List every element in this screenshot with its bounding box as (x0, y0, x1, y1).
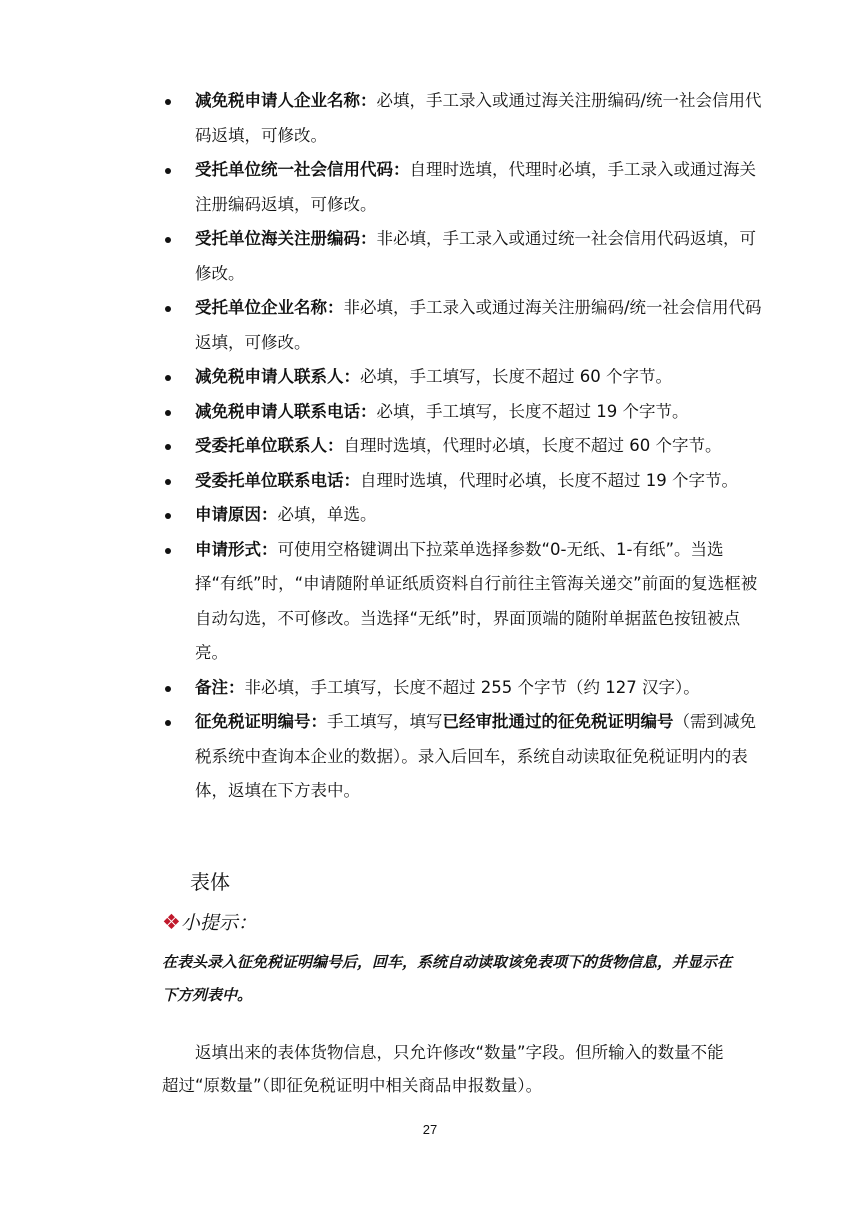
list-item (162, 429, 762, 464)
bullet-icon (165, 168, 171, 174)
field-description: 自理时选填，代理时必填，长度不超过 19 个字节。 (360, 470, 738, 490)
field-description: 必填，手工录入或通过海关注册编码/统一社会信用代码返填，可修改。 (195, 91, 762, 145)
bullet-icon (165, 237, 171, 243)
bullet-icon (165, 306, 171, 312)
tip-label: 小提示： (180, 912, 257, 934)
bullet-icon (165, 513, 171, 519)
list-item (162, 464, 762, 499)
field-description-emphasis: 已经审批通过的征免税证明编号 (442, 712, 674, 731)
field-term: 减免税申请人联系电话： (195, 401, 377, 421)
tip-heading (162, 908, 257, 935)
field-description: 必填，单选。 (277, 505, 377, 524)
field-description: 手工填写，填写 (327, 712, 443, 731)
tip-text: 在表头录入征免税证明编号后，回车，系统自动读取该免表项下的货物信息，并显示在下方列表中。 (162, 953, 733, 1004)
field-term: 受托单位统一社会信用代码： (195, 160, 410, 179)
list-item (162, 395, 762, 430)
field-term: 受托单位企业名称： (195, 298, 344, 317)
page-number: 27 (422, 1122, 438, 1137)
bullet-icon (165, 410, 171, 416)
bullet-icon (165, 444, 171, 450)
field-description: 必填，手工填写，长度不超过 60 个字节。 (360, 367, 672, 386)
field-term: 备注： (195, 677, 245, 697)
field-term: 申请原因： (195, 505, 278, 524)
field-description: 非必填，手工录入或通过统一社会信用代码返填，可修改。 (195, 229, 756, 283)
field-term: 受委托单位联系电话： (195, 470, 360, 490)
list-item (162, 533, 762, 671)
field-description: 非必填，手工录入或通过海关注册编码/统一社会信用代码返填，可修改。 (195, 298, 762, 352)
field-term: 减免税申请人企业名称： (195, 91, 377, 110)
field-description: 非必填，手工填写，长度不超过 255 个字节（约 127 汉字）。 (244, 677, 700, 697)
list-item (162, 705, 762, 809)
diamond-icon: ❖ (162, 910, 181, 934)
field-term: 申请形式： (195, 539, 278, 559)
bullet-icon (165, 720, 171, 726)
list-item (162, 360, 762, 395)
list-item (162, 84, 762, 153)
bullet-icon (165, 686, 171, 692)
field-description: 可使用空格键调出下拉菜单选择参数“0-无纸、1-有纸”。当选择“有纸”时，“申请随附单证纸质资料自行前往主管海关递交”前面的复选框被自动勾选，不可修改。当选择“无纸”时，界面顶端的随附单据蓝色按钮被点亮。 (195, 539, 758, 662)
field-description: 自理时选填，代理时必填，手工录入或通过海关注册编码返填，可修改。 (195, 160, 756, 214)
bullet-icon (165, 99, 171, 105)
list-item (162, 671, 762, 706)
field-term: 受托单位海关注册编码： (195, 229, 377, 248)
field-description: 自理时选填，代理时必填，长度不超过 60 个字节。 (343, 436, 722, 455)
list-item (162, 291, 762, 360)
section-title: 表体 (190, 870, 230, 894)
bullet-icon (165, 548, 171, 554)
body-paragraph: 返填出来的表体货物信息，只允许修改“数量”字段。但所输入的数量不能超过“原数量”（即征免税证明中相关商品申报数量）。 (162, 1043, 724, 1095)
list-item (162, 222, 762, 291)
field-term: 征免税证明编号： (195, 712, 327, 731)
field-term: 减免税申请人联系人： (195, 367, 360, 386)
field-description: （需到减免税系统中查询本企业的数据）。录入后回车，系统自动读取征免税证明内的表体，返填在下方表中。 (195, 712, 756, 800)
field-term: 受委托单位联系人： (195, 436, 344, 455)
field-description: 必填，手工填写，长度不超过 19 个字节。 (376, 401, 689, 421)
list-item (162, 153, 762, 222)
bullet-icon (165, 375, 171, 381)
field-description-list (162, 84, 762, 809)
list-item (162, 498, 762, 533)
bullet-icon (165, 479, 171, 485)
